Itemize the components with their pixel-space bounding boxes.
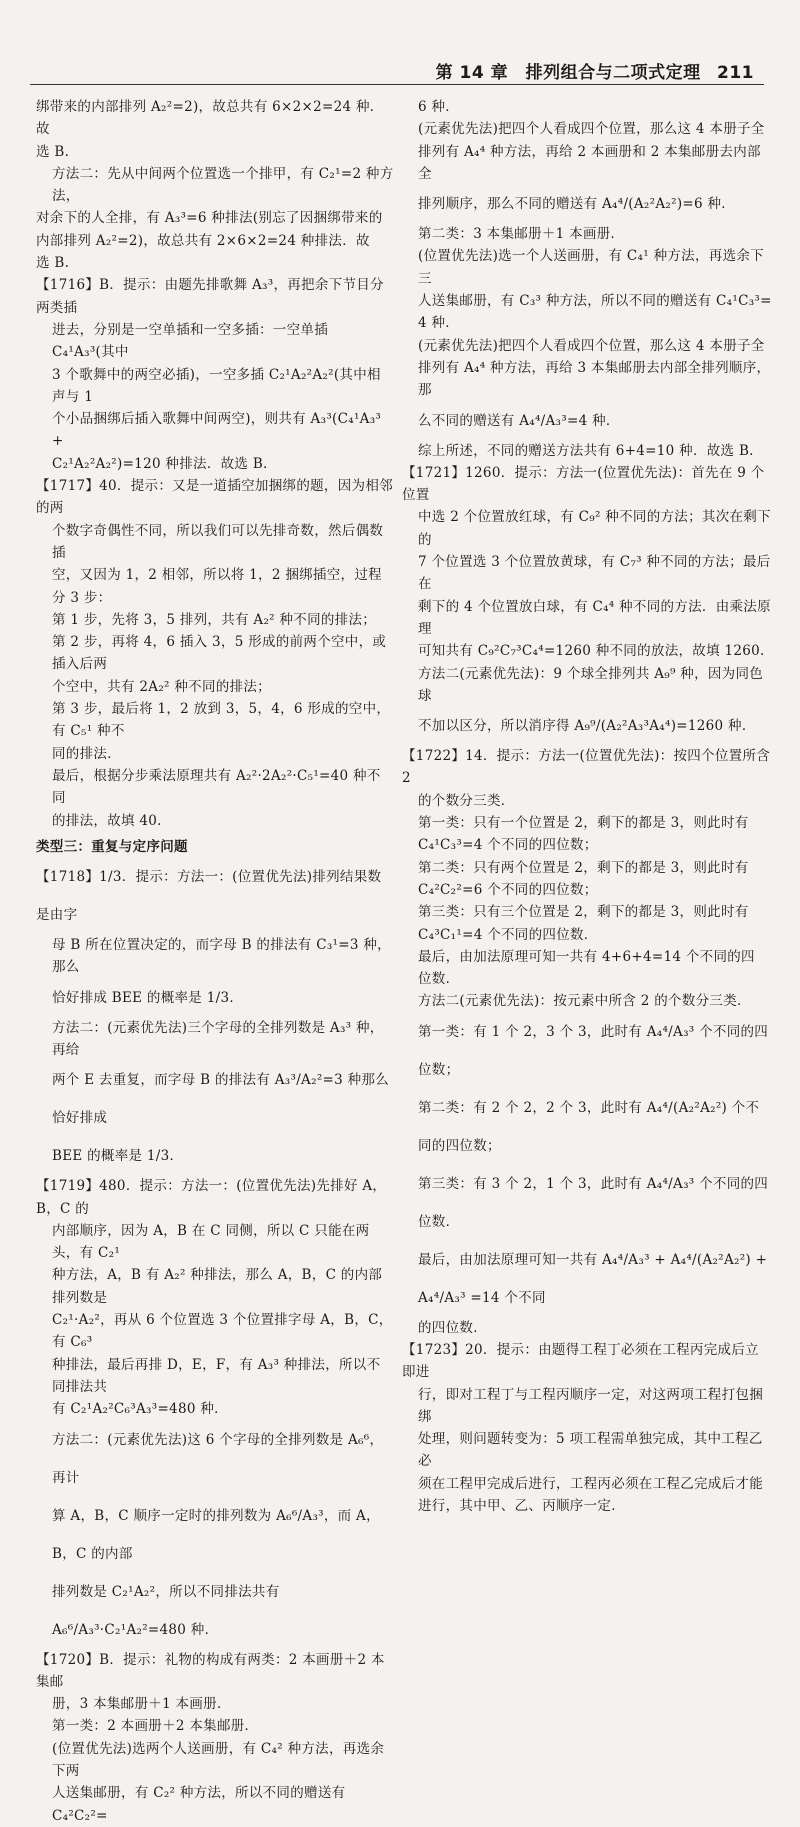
text-line: C₂¹·A₂²，再从 6 个位置选 3 个位置排字母 A，B，C，有 C₆³: [52, 1312, 393, 1351]
text-line: 母 B 所在位置决定的，而字母 B 的排法有 C₃¹=3 种，那么: [52, 937, 391, 976]
text-line: 人送集邮册，有 C₃³ 种方法，所以不同的赠送有 C₄¹C₃³=: [418, 293, 772, 310]
text-line: 的四位数．: [418, 1319, 487, 1336]
text-line: 第 1 步，先将 3，5 排列，共有 A₂² 种不同的排法；: [52, 611, 377, 628]
text-line: 第二类：3 本集邮册＋1 本画册．: [418, 226, 625, 243]
text-line: C₂¹A₂²A₂²)=120 种排法．故选 B.: [52, 455, 268, 472]
text-line: 恰好排成 BEE 的概率是 1/3．: [52, 989, 244, 1006]
text-line: 【1716】B．提示：由题先排歌舞 A₃³，再把余下节目分两类插: [36, 277, 384, 316]
text-line: 排列数是 C₂¹A₂²，所以不同排法共有 A₆⁶/A₃³·C₂¹A₂²=480 种．: [52, 1583, 280, 1638]
text-line: 最后，根据分步乘法原理共有 A₂²·2A₂²·C₅¹=40 种不同: [52, 767, 381, 807]
text-line: 第三类：有 3 个 2，1 个 3，此时有 A₄⁴/A₃³ 个不同的四位数．: [418, 1175, 769, 1230]
text-line: 个小品捆绑后插入歌舞中间两空)，则共有 A₃³(C₄¹A₃³ +: [52, 411, 382, 450]
text-line: C₄²C₂²=6 个不同的四位数；: [418, 881, 598, 898]
text-line: 6 种．: [418, 99, 460, 115]
text-line: 中选 2 个位置放红球，有 C₉² 种不同的方法；其次在剩下的: [418, 509, 771, 548]
text-line: 两个 E 去重复，而字母 B 的排法有 A₃³/A₂²=3 种那么恰好排成: [52, 1072, 390, 1127]
header-rule: [30, 84, 764, 85]
section-heading: 类型三：重复与定序问题: [36, 838, 188, 855]
text-line: 【1719】480．提示：方法一：(位置优先法)先排好 A，B，C 的: [36, 1178, 387, 1217]
text-line: 进去，分别是一空单插和一空多插：一空单插 C₄¹A₃³(其中: [52, 321, 328, 361]
text-line: 选 B.: [36, 143, 70, 160]
text-line: 【1717】40．提示：又是一道插空加捆绑的题，因为相邻的两: [36, 478, 393, 517]
text-line: 人送集邮册，有 C₂² 种方法，所以不同的赠送有 C₄²C₂²=: [52, 1785, 346, 1824]
text-line: 7 个位置选 3 个位置放黄球，有 C₇³ 种不同的方法；最后在: [418, 554, 771, 593]
text-line: 排列有 A₄⁴ 种方法，再给 3 本集邮册去内部全排列顺序，那: [418, 359, 771, 399]
text-line: 方法二：(元素优先法)这 6 个字母的全排列数是 A₆⁶，再计: [52, 1431, 384, 1486]
text-line: (元素优先法)把四个人看成四个位置，那么这 4 本册子全: [418, 121, 765, 138]
text-line: 剩下的 4 个位置放白球，有 C₄⁴ 种不同的方法．由乘法原理: [418, 598, 771, 637]
left-column: [36, 96, 394, 1827]
text-line: 方法二(元素优先法)：9 个球全排列共 A₉⁹ 种，因为同色球: [418, 665, 764, 704]
text-line: 【1720】B．提示：礼物的构成有两类：2 本画册＋2 本集邮: [36, 1651, 385, 1690]
text-line: 【1718】1/3．提示：方法一：(位置优先法)排列结果数是由字: [36, 869, 382, 924]
text-line: 种排法，最后再排 D，E，F，有 A₃³ 种排法，所以不同排法共: [52, 1356, 381, 1395]
page-header: [436, 58, 754, 83]
text-line: 内部顺序，因为 A，B 在 C 同侧，所以 C 只能在两头，有 C₂¹: [52, 1222, 370, 1262]
text-line: 【1723】20．提示：由题得工程丁必须在工程丙完成后立即进: [402, 1341, 759, 1381]
text-line: BEE 的概率是 1/3．: [52, 1148, 184, 1165]
page-number: 211: [717, 63, 754, 83]
text-line: 方法二(元素优先法)：按元素中所含 2 的个数分三类．: [418, 993, 751, 1010]
text-line: 空，又因为 1，2 相邻，所以将 1，2 捆绑插空，过程分 3 步：: [52, 567, 382, 606]
text-line: C₄¹C₃³=4 个不同的四位数；: [418, 837, 598, 854]
text-line: 册，3 本集邮册＋1 本画册．: [52, 1696, 231, 1713]
text-line: 有 C₂¹A₂²C₆³A₃³=480 种．: [52, 1401, 228, 1418]
text-line: 同的排法．: [52, 745, 121, 762]
text-line: 行，即对工程丁与工程丙顺序一定，对这两项工程打包捆绑: [418, 1386, 763, 1425]
text-line: 3 个歌舞中的两空必插)，一空多插 C₂¹A₂²A₂²(其中相声与 1: [52, 366, 381, 405]
text-line: 对余下的人全排，有 A₃³=6 种排法(别忘了因捆绑带来的: [36, 210, 383, 227]
text-line: 须在工程甲完成后进行，工程丙必须在工程乙完成后才能: [418, 1475, 763, 1492]
text-line: 处理，则问题转变为：5 项工程需单独完成，其中工程乙必: [418, 1431, 763, 1470]
text-line: 4 种．: [418, 315, 460, 332]
text-line: 绑带来的内部排列 A₂²=2)，故总共有 6×2×2=24 种．故: [36, 99, 384, 138]
text-line: C₄³C₁¹=4 个不同的四位数．: [418, 926, 598, 943]
text-line: 的排法，故填 40.: [52, 812, 162, 829]
text-line: (位置优先法)选一个人送画册，有 C₄¹ 种方法，再选余下三: [418, 248, 764, 287]
text-line: 个空中，共有 2A₂² 种不同的排法；: [52, 678, 271, 695]
text-line: 的个数分三类．: [418, 792, 515, 809]
text-line: 最后，由加法原理可知一共有 A₄⁴/A₃³ + A₄⁴/(A₂²A₂²) + A₄⁴/A₃³ =14 个不同: [418, 1251, 768, 1306]
text-line: 综上所述，不同的赠送方法共有 6+4=10 种．故选 B.: [418, 442, 754, 459]
text-line: 排列有 A₄⁴ 种方法，再给 2 本画册和 2 本集邮册去内部全: [418, 143, 761, 182]
text-line: 排列顺序，那么不同的赠送有 A₄⁴/(A₂²A₂²)=6 种．: [418, 196, 736, 213]
text-line: 内部排列 A₂²=2)，故总共有 2×6×2=24 种排法．故: [36, 232, 370, 249]
text-line: 可知共有 C₉²C₇³C₄⁴=1260 种不同的放法，故填 1260.: [418, 643, 765, 660]
text-line: 种方法，A，B 有 A₂² 种排法，那么 A，B，C 的内部排列数是: [52, 1267, 383, 1306]
right-column: [402, 96, 772, 1517]
text-line: 第三类：只有三个位置是 2，剩下的都是 3，则此时有: [418, 904, 749, 921]
text-line: 第一类：只有一个位置是 2，剩下的都是 3，则此时有: [418, 815, 749, 832]
text-line: (位置优先法)选两个人送画册，有 C₄² 种方法，再选余下两: [52, 1740, 385, 1780]
text-line: 选 B.: [36, 255, 70, 272]
text-line: 个数字奇偶性不同，所以我们可以先排奇数，然后偶数插: [52, 522, 384, 561]
text-line: 第 2 步，再将 4，6 插入 3，5 形成的前两个空中，或插入后两: [52, 634, 387, 673]
text-line: 算 A，B，C 顺序一定时的排列数为 A₆⁶/A₃³，而 A，B，C 的内部: [52, 1507, 380, 1562]
text-line: (元素优先法)把四个人看成四个位置，那么这 4 本册子全: [418, 337, 765, 354]
text-line: 位数．: [418, 971, 460, 988]
text-line: 进行，其中甲、乙、丙顺序一定．: [418, 1498, 625, 1515]
text-line: 第一类：2 本画册＋2 本集邮册．: [52, 1718, 259, 1735]
text-line: 【1722】14．提示：方法一(位置优先法)：按四个位置所含 2: [402, 748, 771, 787]
text-line: 不加以区分，所以消序得 A₉⁹/(A₂²A₃³A₄⁴)=1260 种．: [418, 718, 756, 735]
text-line: 第二类：只有两个位置是 2，剩下的都是 3，则此时有: [418, 859, 749, 876]
text-line: 第二类：有 2 个 2，2 个 3，此时有 A₄⁴/(A₂²A₂²) 个不同的四位数；: [418, 1099, 760, 1154]
text-line: 么不同的赠送有 A₄⁴/A₃³=4 种．: [418, 412, 620, 429]
text-line: 第一类：有 1 个 2，3 个 3，此时有 A₄⁴/A₃³ 个不同的四位数；: [418, 1023, 769, 1078]
text-line: 第 3 步，最后将 1，2 放到 3，5，4，6 形成的空中，有 C₅¹ 种不: [52, 701, 391, 740]
text-line: 方法二：先从中间两个位置选一个排甲，有 C₂¹=2 种方法，: [52, 165, 394, 205]
chapter-title: 第 14 章 排列组合与二项式定理: [435, 63, 701, 83]
text-line: 最后，由加法原理可知一共有 4+6+4=14 个不同的四: [418, 948, 755, 965]
text-line: 方法二：(元素优先法)三个字母的全排列数是 A₃³ 种，再给: [52, 1019, 384, 1058]
text-line: 【1721】1260．提示：方法一(位置优先法)：首先在 9 个位置: [402, 464, 765, 504]
